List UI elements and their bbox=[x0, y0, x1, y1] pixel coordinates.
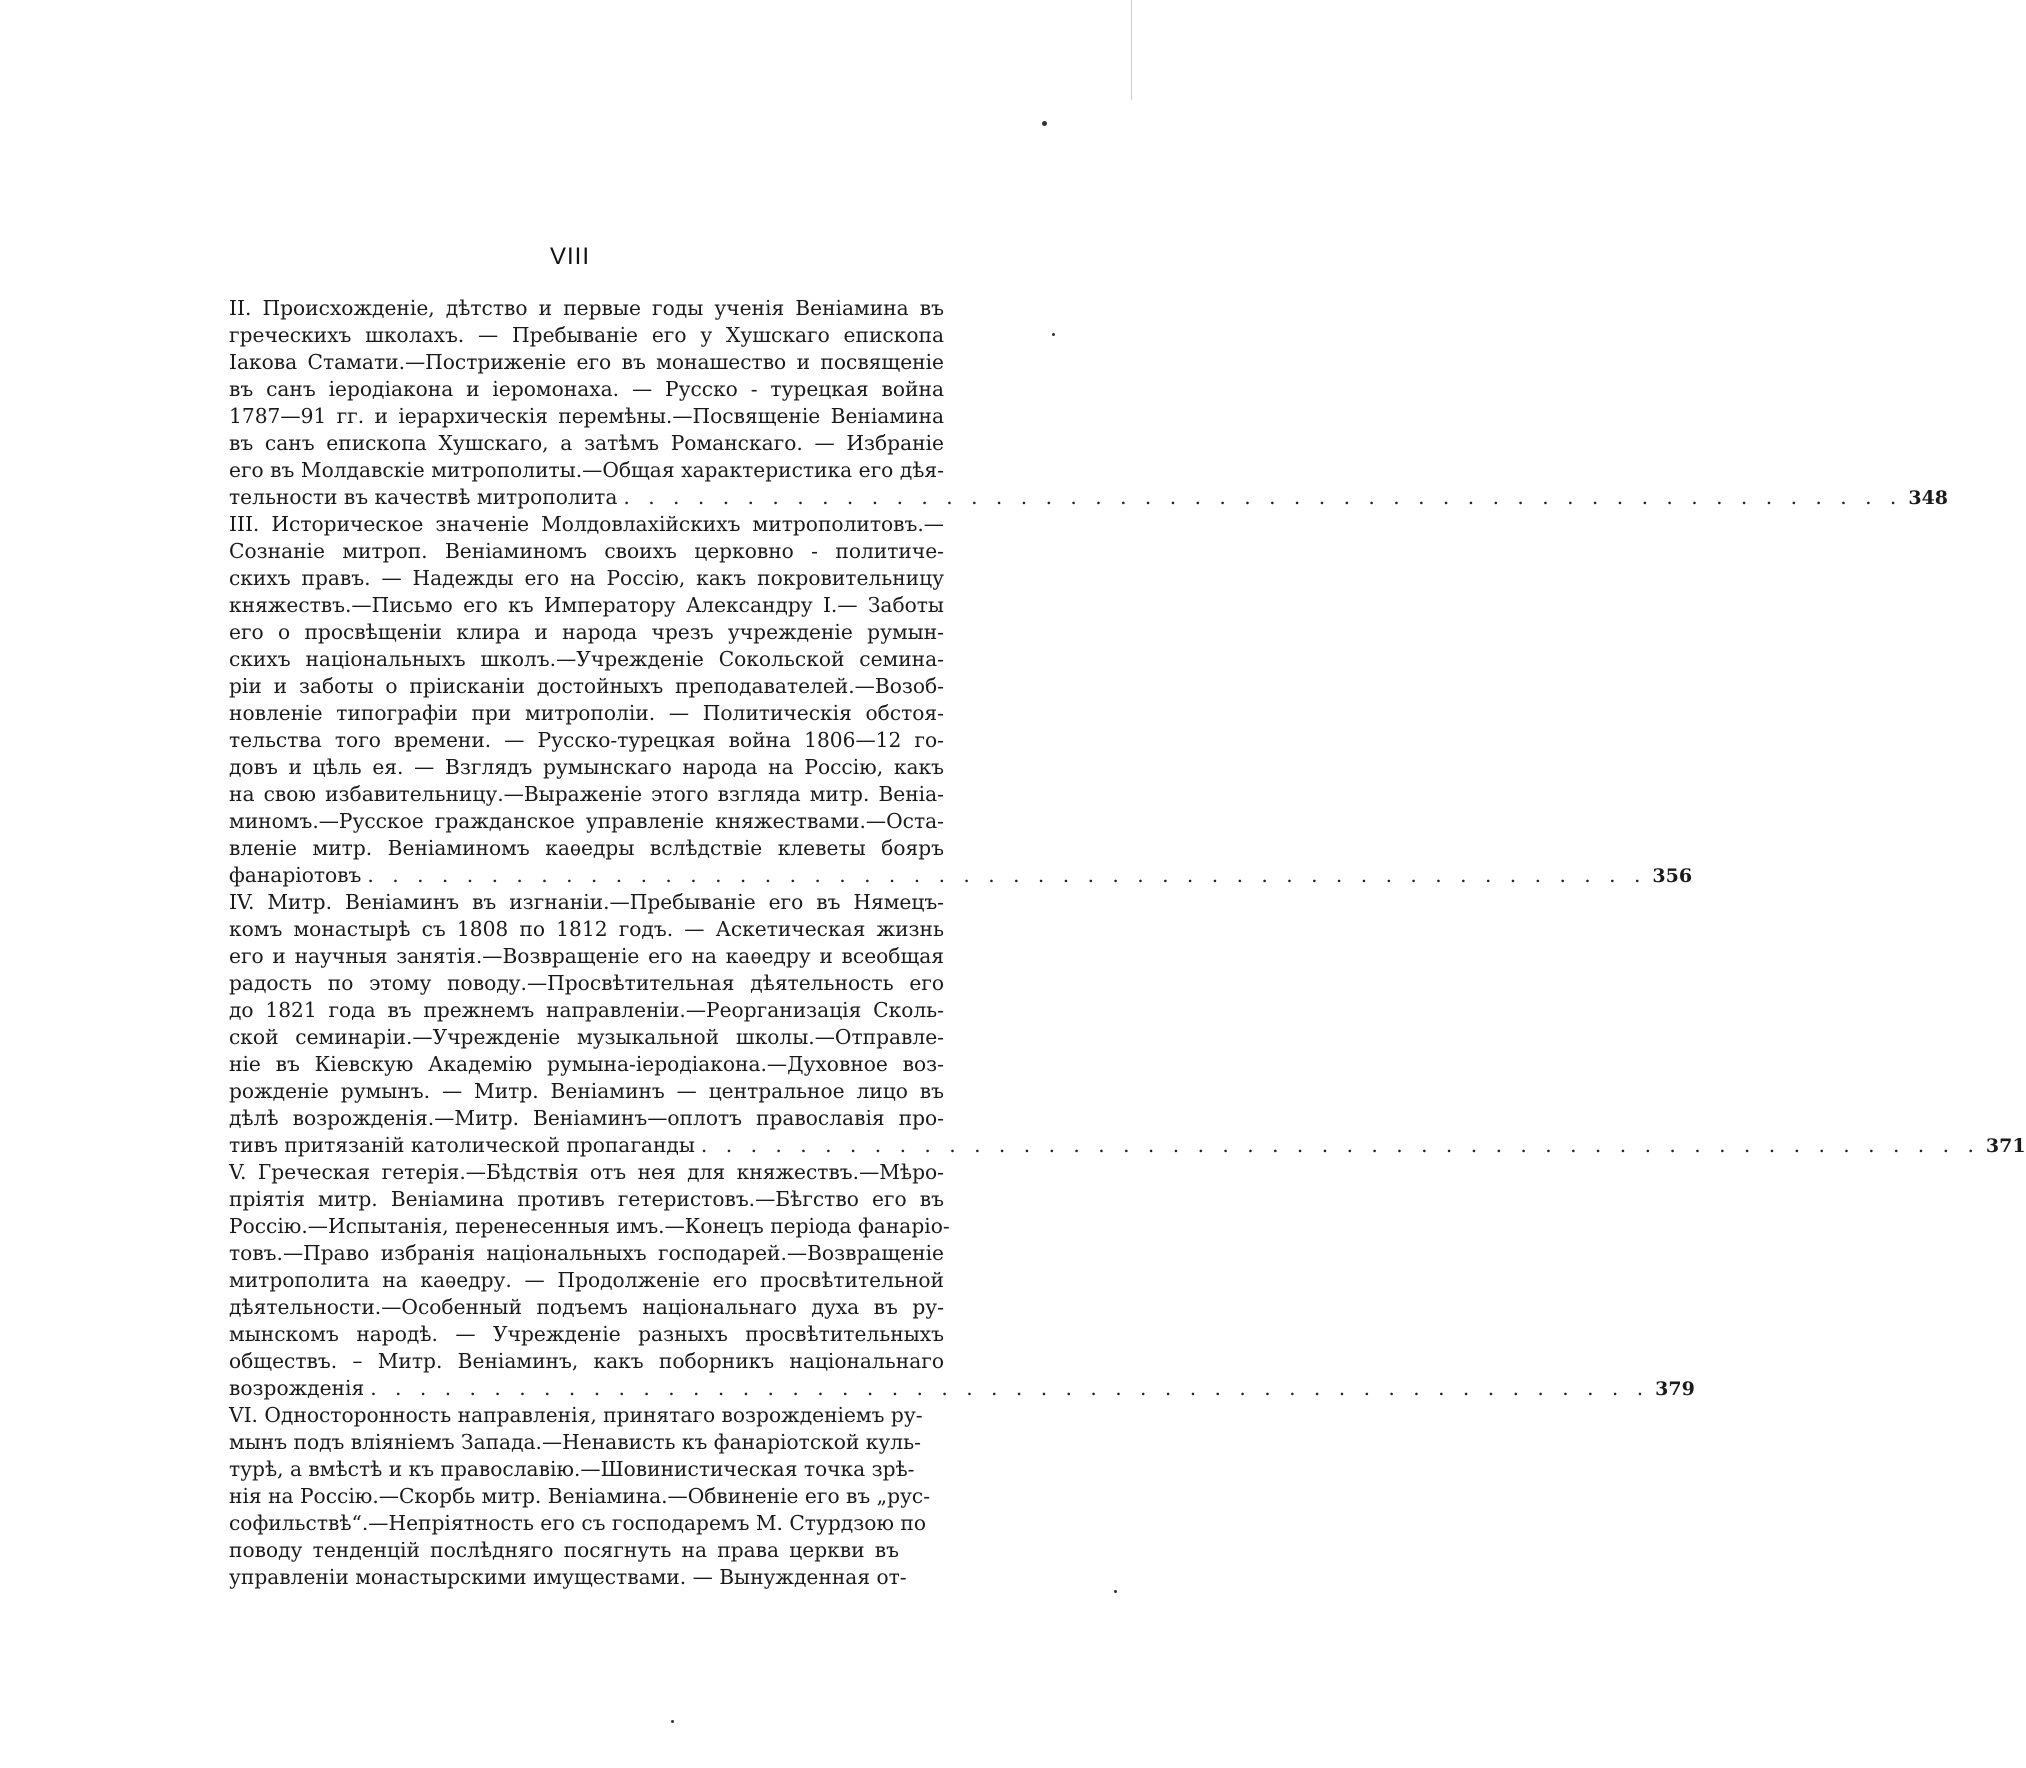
toc-line: вленіе митр. Веніаминомъ каѳедры вслѣдствіе клеветы бояръ bbox=[229, 836, 944, 860]
dot-leader: . . . . . . . . . . . . . . . . . . . . . . . . . . . . . . . . . . . . . . . . . . . . . . . . . . . . bbox=[700, 1133, 1980, 1157]
toc-line: софильствѣ“.—Непріятность его съ господаремъ М. Стурдзою по bbox=[229, 1511, 926, 1535]
toc-line: его и научныя занятія.—Возвращеніе его на каѳедру и всеобщая bbox=[229, 944, 944, 968]
dot-leader: . . . . . . . . . . . . . . . . . . . . . . . . . . . . . . . . . . . . . . . . . . . . . . . . . . . . bbox=[623, 485, 1903, 509]
toc-page-number: 356 bbox=[1652, 865, 1693, 887]
toc-section-v bbox=[229, 1159, 1695, 1402]
toc-line: ріи и заботы о пріисканіи достойныхъ преподавателей.—Возоб- bbox=[229, 674, 944, 698]
toc-line: Іакова Стамати.—Постриженіе его въ монашество и посвященіе bbox=[229, 350, 944, 374]
toc-line: управленіи монастырскими имуществами. — Вынужденная от- bbox=[229, 1565, 907, 1589]
toc-line: миномъ.—Русское гражданское управленіе княжествами.—Оста- bbox=[229, 809, 944, 833]
print-speck bbox=[1042, 121, 1047, 126]
toc-line: въ санъ епископа Хушскаго, а затѣмъ Романскаго. — Избраніе bbox=[229, 431, 944, 455]
toc-line: обществъ. – Митр. Веніаминъ, какъ поборникъ національнаго bbox=[229, 1349, 944, 1373]
toc-page-number: 379 bbox=[1655, 1378, 1695, 1400]
toc-line: его о просвѣщеніи клира и народа чрезъ учрежденіе румын- bbox=[229, 620, 944, 644]
toc-line: тельства того времени. — Русско-турецкая война 1806—12 го- bbox=[229, 728, 944, 752]
toc-line: нія на Россію.—Скорбь митр. Веніамина.—Обвиненіе его въ „рус- bbox=[229, 1484, 931, 1508]
toc-line: тельности въ качествѣ митрополита bbox=[229, 485, 618, 509]
toc-line: II. Происхожденіе, дѣтство и первые годы ученія Веніамина въ bbox=[229, 296, 944, 320]
dot-leader: . . . . . . . . . . . . . . . . . . . . . . . . . . . . . . . . . . . . . . . . . . . . . . . . . . . . bbox=[367, 863, 1647, 887]
toc-section-vi bbox=[229, 1402, 944, 1591]
toc-line: мынскомъ народѣ. — Учрежденіе разныхъ просвѣтительныхъ bbox=[229, 1322, 944, 1346]
toc-line: въ санъ іеродіакона и іеромонаха. — Русско - турецкая война bbox=[229, 377, 944, 401]
toc-entry-last-line bbox=[229, 1375, 1695, 1402]
dot-leader: . . . . . . . . . . . . . . . . . . . . . . . . . . . . . . . . . . . . . . . . . . . . . . . . . . . . bbox=[370, 1376, 1650, 1400]
toc-entry-last-line bbox=[229, 484, 1949, 511]
toc-line: его въ Молдавскіе митрополиты.—Общая характеристика его дѣя- bbox=[229, 458, 944, 482]
print-speck bbox=[1052, 333, 1055, 336]
page-number: VIII bbox=[549, 243, 590, 270]
toc-section-ii bbox=[229, 295, 1949, 511]
toc-line: Россію.—Испытанія, перенесенныя имъ.—Конецъ періода фанаріо- bbox=[229, 1214, 950, 1238]
toc-line: поводу тенденцій послѣдняго посягнуть на права церкви въ bbox=[229, 1538, 899, 1562]
toc-line: VI. Односторонность направленія, принятаго возрожденіемъ ру- bbox=[229, 1403, 923, 1427]
toc-line: скихъ національныхъ школъ.—Учрежденіе Сокольской семина- bbox=[229, 647, 944, 671]
toc-line: V. Греческая гетерія.—Бѣдствія отъ нея для княжествъ.—Мѣро- bbox=[229, 1160, 944, 1184]
toc-line: митрополита на каѳедру. — Продолженіе его просвѣтительной bbox=[229, 1268, 944, 1292]
toc-line: довъ и цѣль ея. — Взглядъ румынскаго народа на Россію, какъ bbox=[229, 755, 944, 779]
toc-line: радость по этому поводу.—Просвѣтительная дѣятельность его bbox=[229, 971, 944, 995]
toc-line: IV. Митр. Веніаминъ въ изгнаніи.—Пребываніе его въ Нямецъ- bbox=[229, 890, 944, 914]
toc-page-number: 348 bbox=[1908, 487, 1949, 509]
toc-section-iv bbox=[229, 889, 2026, 1159]
toc-line: ніе въ Кіевскую Академію румына-іеродіакона.—Духовное воз- bbox=[229, 1052, 944, 1076]
toc-entry-last-line bbox=[229, 862, 1693, 889]
toc-line: турѣ, а вмѣстѣ и къ православію.—Шовинистическая точка зрѣ- bbox=[229, 1457, 915, 1481]
toc-page-number: 371 bbox=[1985, 1135, 2026, 1157]
toc-line: дѣлѣ возрожденія.—Митр. Веніаминъ—оплотъ православія про- bbox=[229, 1106, 944, 1130]
toc-section-iii bbox=[229, 511, 1693, 889]
toc-line: тивъ притязаній католической пропаганды bbox=[229, 1133, 695, 1157]
toc-line: фанаріотовъ bbox=[229, 863, 362, 887]
toc-line: комъ монастырѣ съ 1808 по 1812 годъ. — Аскетическая жизнь bbox=[229, 917, 944, 941]
toc-line: скихъ правъ. — Надежды его на Россію, какъ покровительницу bbox=[229, 566, 944, 590]
table-of-contents bbox=[229, 295, 2026, 1591]
toc-entry-last-line bbox=[229, 1132, 2026, 1159]
toc-line: княжествъ.—Письмо его къ Императору Александру I.— Заботы bbox=[229, 593, 944, 617]
toc-line: греческихъ школахъ. — Пребываніе его у Хушскаго епископа bbox=[229, 323, 944, 347]
toc-line: мынъ подъ вліяніемъ Запада.—Ненависть къ фанаріотской куль- bbox=[229, 1430, 921, 1454]
toc-line: III. Историческое значеніе Молдовлахійскихъ митрополитовъ.— bbox=[229, 512, 944, 536]
toc-line: на свою избавительницу.—Выраженіе этого взгляда митр. Веніа- bbox=[229, 782, 944, 806]
toc-line: рожденіе румынъ. — Митр. Веніаминъ — центральное лицо въ bbox=[229, 1079, 944, 1103]
print-speck bbox=[1114, 1590, 1117, 1593]
toc-line: ской семинаріи.—Учрежденіе музыкальной школы.—Отправле- bbox=[229, 1025, 944, 1049]
toc-line: 1787—91 гг. и іерархическія перемѣны.—Посвященіе Веніамина bbox=[229, 404, 944, 428]
toc-line: до 1821 года въ прежнемъ направленіи.—Реорганизація Сколь- bbox=[229, 998, 944, 1022]
toc-line: возрожденія bbox=[229, 1376, 365, 1400]
toc-line: товъ.—Право избранія національныхъ господарей.—Возвращеніе bbox=[229, 1241, 944, 1265]
page-edge-shadow bbox=[1131, 0, 1132, 100]
print-speck bbox=[671, 1720, 674, 1723]
toc-line: новленіе типографіи при митрополіи. — Политическія обстоя- bbox=[229, 701, 944, 725]
toc-line: Сознаніе митроп. Веніаминомъ своихъ церковно - политиче- bbox=[229, 539, 944, 563]
toc-line: пріятія митр. Веніамина противъ гетеристовъ.—Бѣгство его въ bbox=[229, 1187, 944, 1211]
toc-line: дѣятельности.—Особенный подъемъ національнаго духа въ ру- bbox=[229, 1295, 944, 1319]
